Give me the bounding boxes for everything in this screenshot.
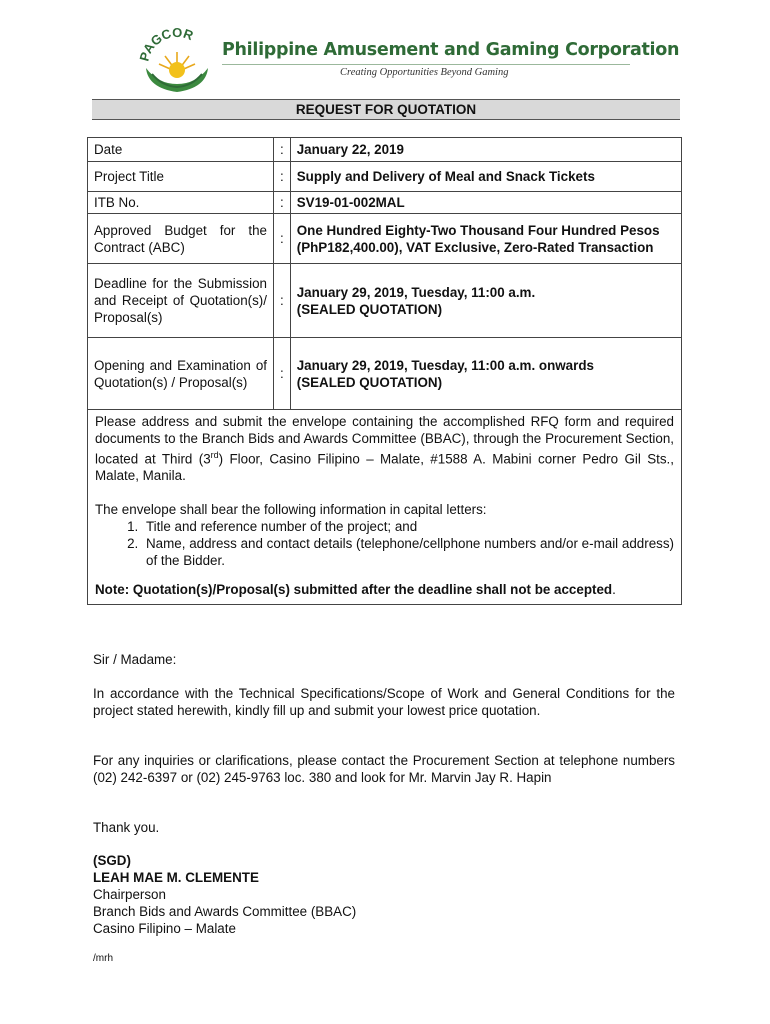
row-label: Deadline for the Submission and Receipt of Quotation(s)/ Proposal(s) (94, 276, 267, 325)
row-value: Supply and Delivery of Meal and Snack Tickets (290, 162, 681, 192)
row-value: January 22, 2019 (290, 138, 681, 162)
letter-paragraph-2: For any inquiries or clarifications, please contact the Procurement Section at telephone numbers (02) 242-6397 or (02) 245-9763 loc. 380 and look for Mr. Marvin Jay R. Hapin (93, 753, 675, 785)
table-row (88, 338, 682, 410)
submission-instructions: Please address and submit the envelope containing the accomplished RFQ form and required documents to the Branch Bids and Awards Committee (BBAC), through the Procurement Section, located at Third (3rd) Floor, Casino Filipino – Malate, #1588 A. Mabini corner Pedro Gil Sts., Malate, Manila. (95, 414, 674, 484)
deadline-note: (SEALED QUOTATION) (296, 301, 443, 317)
row-value: One Hundred Eighty-Two Thousand Four Hundred Pesos (PhP182,400.00), VAT Exclusive, Zero-Rated Transaction (290, 214, 681, 264)
signature-block (93, 852, 356, 937)
pagcor-logo (138, 22, 216, 94)
row-label: Project Title (88, 162, 274, 192)
document-title: REQUEST FOR QUOTATION (92, 99, 680, 120)
deadline-datetime: January 29, 2019, Tuesday, 11:00 a.m. (296, 284, 536, 300)
row-label: Date (88, 138, 274, 162)
signatory-position: Chairperson (93, 887, 166, 902)
signatory-name: LEAH MAE M. CLEMENTE (93, 870, 259, 885)
colon: : (274, 138, 291, 162)
opening-note: (SEALED QUOTATION) (296, 374, 443, 390)
closing: Thank you. (93, 820, 160, 835)
list-item: 1. Title and reference number of the project; and (142, 518, 674, 535)
org-name: Philippine Amusement and Gaming Corporation (222, 40, 680, 60)
rfq-info-table (87, 137, 682, 605)
colon: : (274, 264, 291, 338)
table-row (88, 138, 682, 162)
tagline: Creating Opportunities Beyond Gaming (340, 67, 509, 78)
header-divider (222, 64, 630, 65)
salutation: Sir / Madame: (93, 652, 177, 667)
signatory-committee: Branch Bids and Awards Committee (BBAC) (93, 904, 357, 919)
colon: : (274, 162, 291, 192)
table-row (88, 264, 682, 338)
list-item: 2. Name, address and contact details (telephone/cellphone numbers and/or e-mail address) of the Bidder. (142, 535, 674, 569)
row-label: Approved Budget for the Contract (ABC) (94, 222, 267, 255)
table-row (88, 214, 682, 264)
opening-datetime: January 29, 2019, Tuesday, 11:00 a.m. onwards (296, 357, 594, 373)
row-label: Opening and Examination of Quotation(s) / Proposal(s) (94, 357, 267, 390)
svg-text:PAGCOR: PAGCOR (138, 24, 196, 63)
footer-initials: /mrh (93, 953, 113, 964)
signatory-office: Casino Filipino – Malate (93, 921, 236, 936)
colon: : (274, 214, 291, 264)
instructions-cell (88, 410, 682, 605)
row-value: SV19-01-002MAL (290, 192, 681, 214)
deadline-note: Note: Quotation(s)/Proposal(s) submitted after the deadline shall not be accepted. (95, 582, 616, 598)
table-row (88, 162, 682, 192)
table-row (88, 192, 682, 214)
envelope-intro: The envelope shall bear the following information in capital letters: (95, 502, 487, 518)
signed-mark: (SGD) (93, 853, 131, 868)
letter-paragraph-1: In accordance with the Technical Specifications/Scope of Work and General Conditions for the project stated herewith, kindly fill up and submit your lowest price quotation. (93, 686, 675, 718)
colon: : (274, 192, 291, 214)
table-row (88, 410, 682, 605)
colon: : (274, 338, 291, 410)
envelope-list (95, 518, 674, 569)
row-label: ITB No. (88, 192, 274, 214)
